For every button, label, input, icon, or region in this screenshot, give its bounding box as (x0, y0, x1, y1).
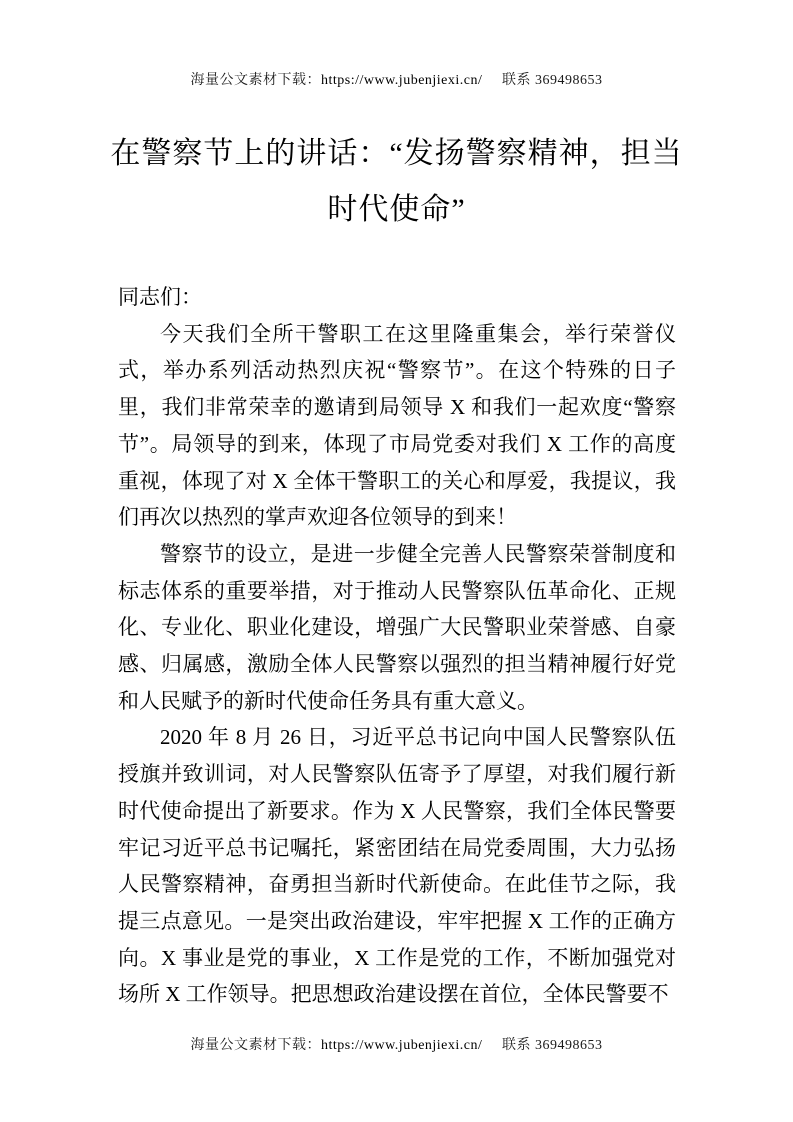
paragraph-1: 今天我们全所干警职工在这里隆重集会，举行荣誉仪式，举办系列活动热烈庆祝“警察节”。在这个特殊的日子里，我们非常荣幸的邀请到局领导 X 和我们一起欢度“警察节”。局领导的到来，体现了市局党委对我们 X 工作的高度重视，体现了对 X 全体干警职工的关心和厚爱，我提议，我们再次以热烈的掌声欢迎各位领导的到来！ (118, 321, 676, 530)
header-link[interactable]: https://www.jubenjiexi.cn/ (320, 73, 483, 88)
document-body (118, 279, 676, 1019)
salutation: 同志们： (118, 285, 202, 309)
footer-label: 海量公文素材下载： (190, 1038, 321, 1053)
footer-link[interactable]: https://www.jubenjiexi.cn/ (320, 1038, 483, 1053)
page-footer (0, 1037, 793, 1055)
page-header (0, 72, 793, 90)
header-label: 海量公文素材下载： (190, 73, 321, 88)
paragraph-2: 警察节的设立，是进一步健全完善人民警察荣誉制度和标志体系的重要举措，对于推动人民警察队伍革命化、正规化、专业化、职业化建设，增强广大民警职业荣誉感、自豪感、归属感，激励全体人民警察以强烈的担当精神履行好党和人民赋予的新时代使命任务具有重大意义。 (118, 541, 676, 713)
document-title: 在警察节上的讲话：“发扬警察精神，担当时代使命” (110, 137, 683, 226)
paragraph-3: 2020 年 8 月 26 日，习近平总书记向中国人民警察队伍授旗并致训词，对人民警察队伍寄予了厚望，对我们履行新时代使命提出了新要求。作为 X 人民警察，我们全体民警要牢记习近平总书记嘱托，紧密团结在局党委周围，大力弘扬人民警察精神，奋勇担当新时代新使命。在此佳节之际，我提三点意见。一是突出政治建设，牢牢把握 X 工作的正确方向。X 事业是党的事业，X 工作是党的工作，不断加强党对场所 X 工作领导。把思想政治建设摆在首位，全体民警要不 (118, 725, 676, 1007)
header-contact: 联系 369498653 (502, 73, 603, 88)
footer-contact: 联系 369498653 (502, 1038, 603, 1053)
